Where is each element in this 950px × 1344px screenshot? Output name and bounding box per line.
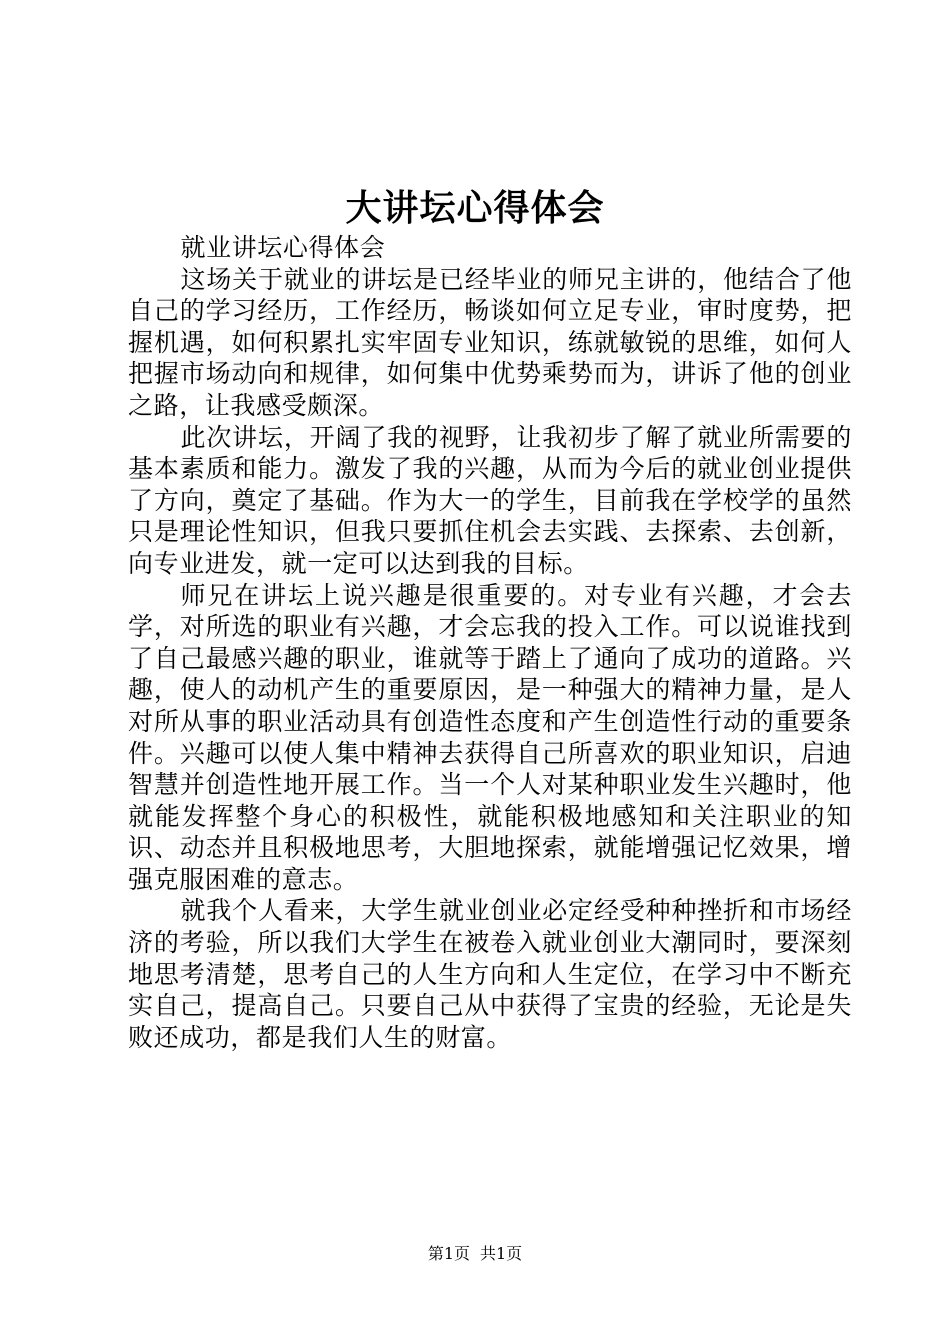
page-number: 第1页 [427, 1244, 470, 1263]
paragraph-2: 此次讲坛，开阔了我的视野，让我初步了解了就业所需要的基本素质和能力。激发了我的兴趣，从而为今后的就业创业提供了方向，奠定了基础。作为大一的学生，目前我在学校学的虽然只是理论性知识，但我只要抓住机会去实践、去探索、去创新，向专业进发，就一定可以达到我的目标。 [128, 422, 852, 578]
paragraph-4: 就我个人看来，大学生就业创业必定经受种种挫折和市场经济的考验，所以我们大学生在被卷入就业创业大潮同时，要深刻地思考清楚，思考自己的人生方向和人生定位，在学习中不断充实自己，提高自己。只要自己从中获得了宝贵的经验，无论是失败还成功，都是我们人生的财富。 [128, 896, 852, 1052]
document-body [128, 232, 852, 1053]
page-total: 共1页 [480, 1244, 523, 1263]
document-subtitle: 就业讲坛心得体会 [180, 233, 386, 262]
paragraph-3: 师兄在讲坛上说兴趣是很重要的。对专业有兴趣，才会去学，对所选的职业有兴趣，才会忘我的投入工作。可以说谁找到了自己最感兴趣的职业，谁就等于踏上了通向了成功的道路。兴趣，使人的动机产生的重要原因，是一种强大的精神力量，是人对所从事的职业活动具有创造性态度和产生创造性行动的重要条件。兴趣可以使人集中精神去获得自己所喜欢的职业知识，启迪智慧并创造性地开展工作。当一个人对某种职业发生兴趣时，他就能发挥整个身心的积极性，就能积极地感知和关注职业的知识、动态并且积极地思考，大胆地探索，就能增强记忆效果，增强克服困难的意志。 [128, 580, 852, 894]
page-footer [0, 1243, 950, 1265]
document-title: 大讲坛心得体会 [345, 187, 605, 229]
paragraph-1: 这场关于就业的讲坛是已经毕业的师兄主讲的，他结合了他自己的学习经历，工作经历，畅谈如何立足专业，审时度势，把握机遇，如何积累扎实牢固专业知识，练就敏锐的思维，如何人把握市场动向和规律，如何集中优势乘势而为，讲诉了他的创业之路，让我感受颇深。 [128, 264, 852, 420]
